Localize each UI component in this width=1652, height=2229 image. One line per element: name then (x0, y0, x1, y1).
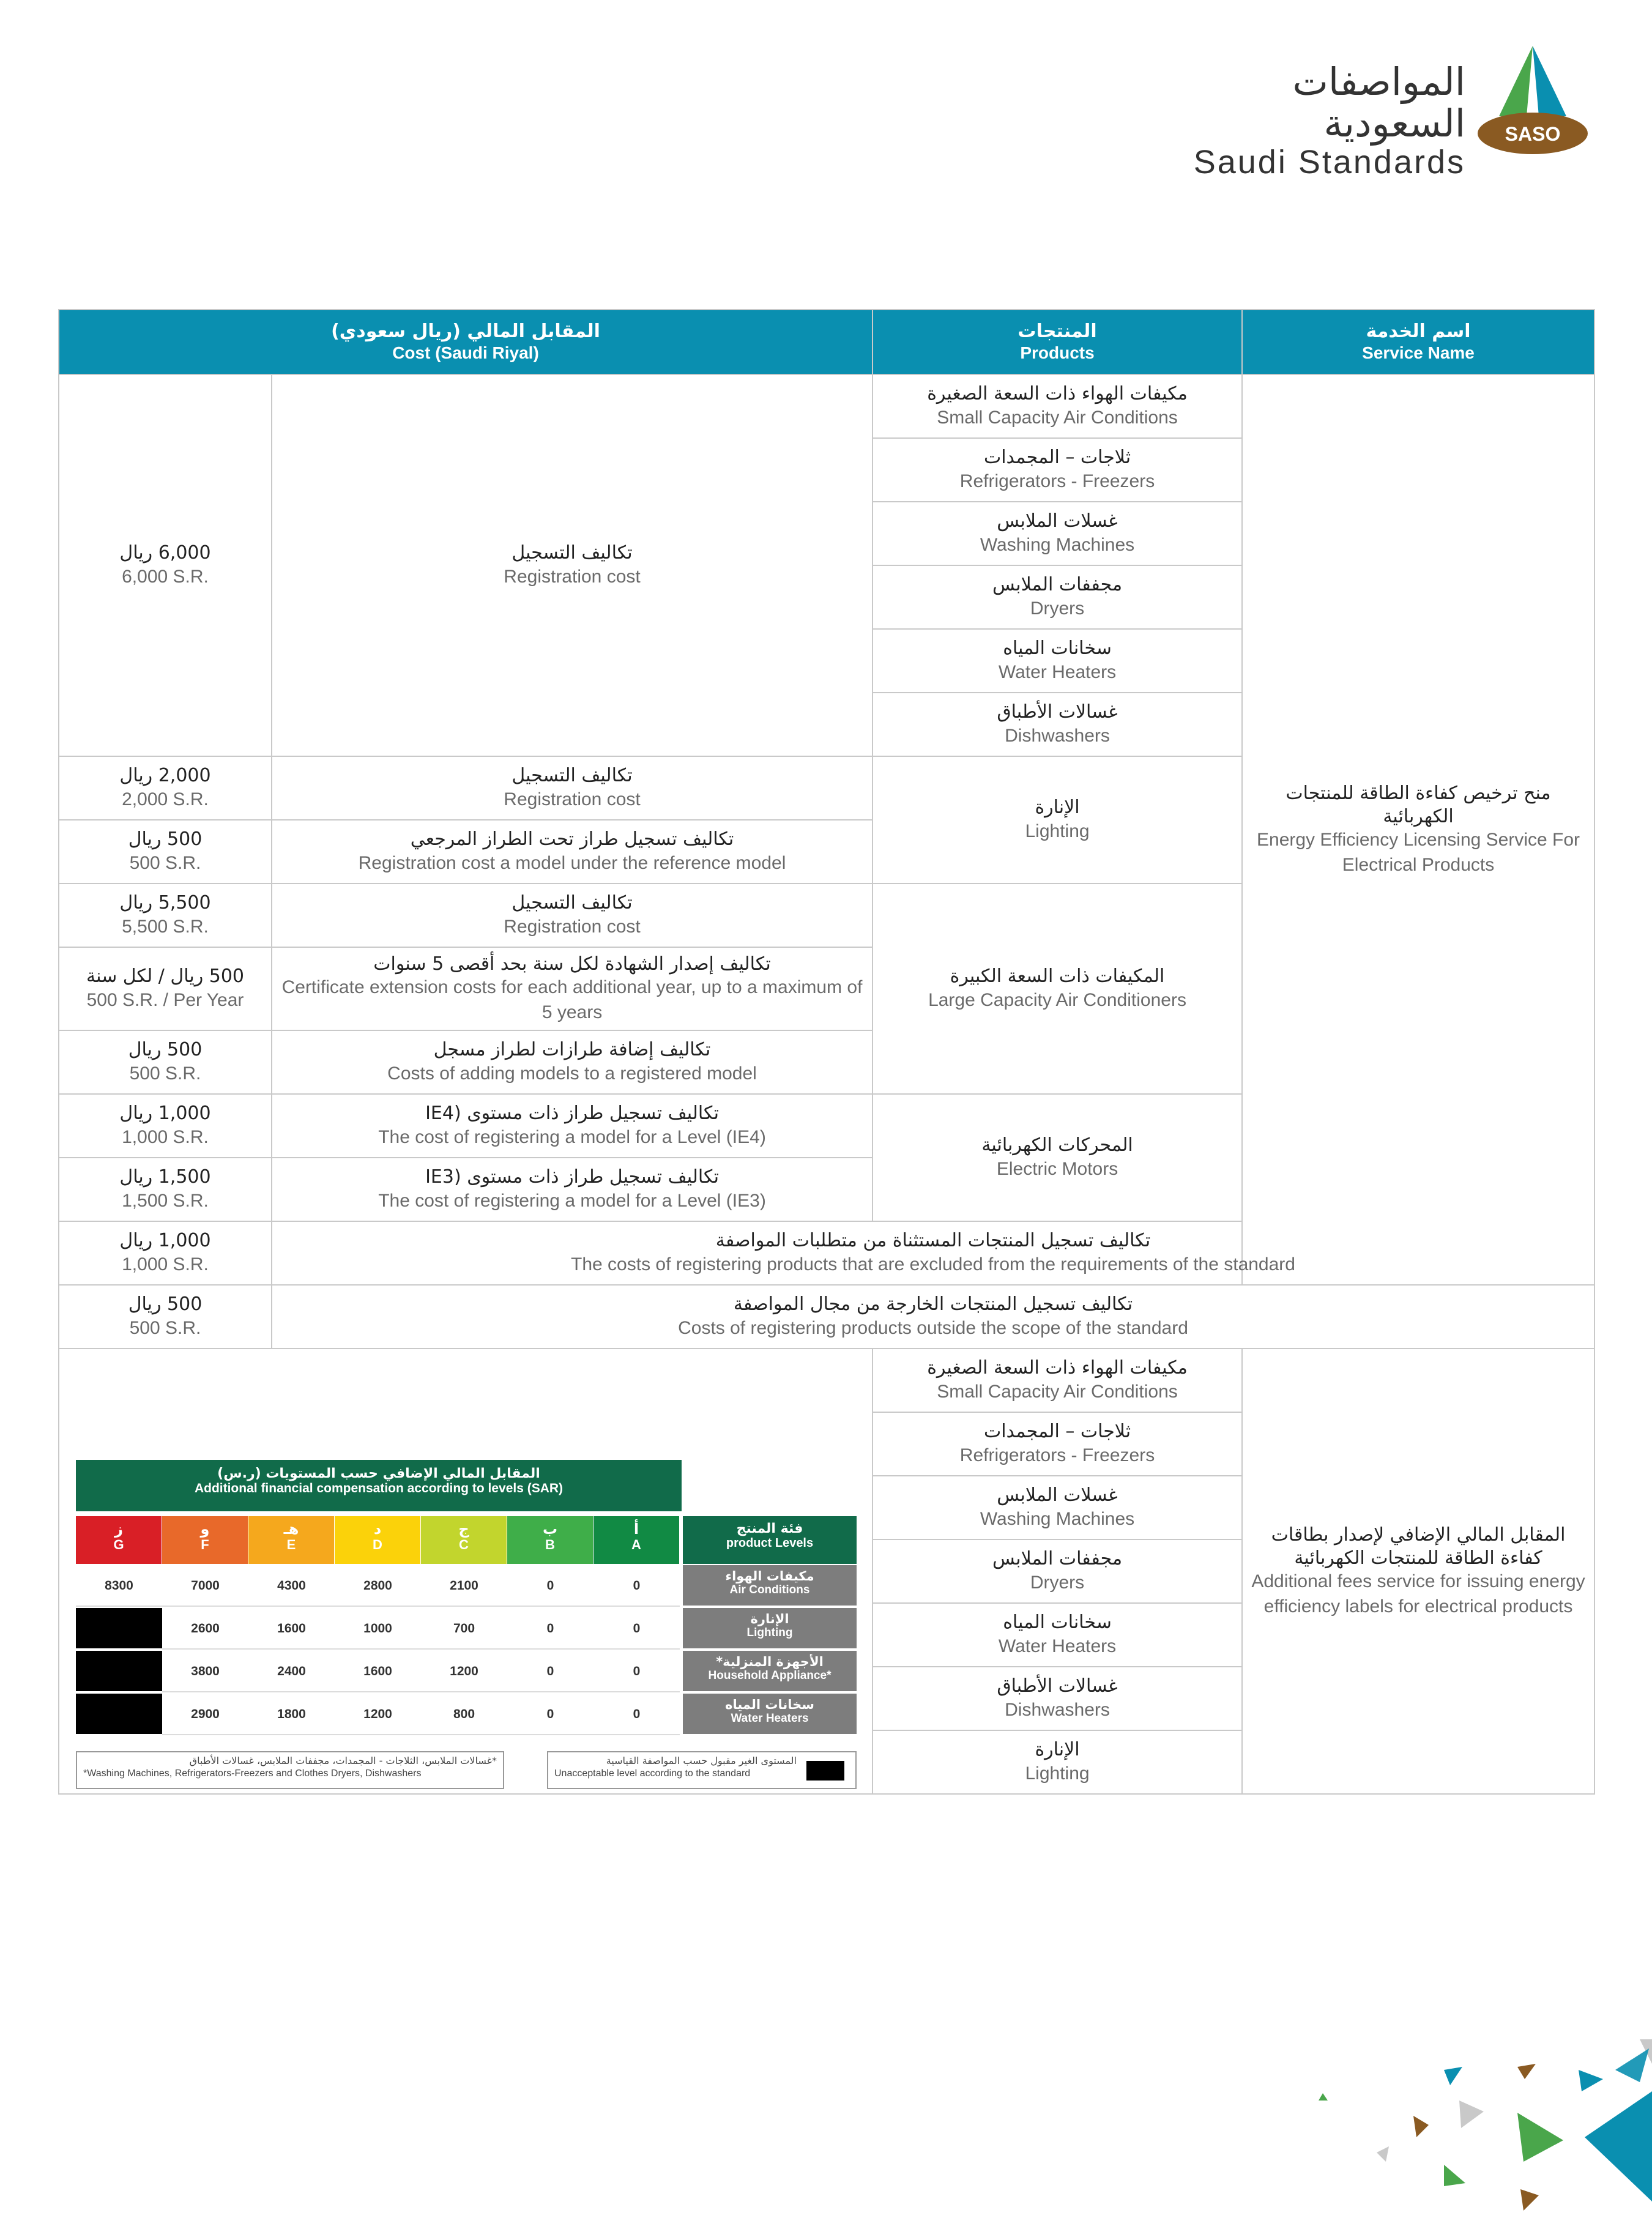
service-en: Energy Efficiency Licensing Service For Electrical Products (1257, 830, 1580, 875)
header-service-en: Service Name (1362, 343, 1475, 363)
table-row (59, 1285, 1594, 1349)
product-cell (873, 502, 1242, 565)
fee-desc-ar: تكاليف تسجيل المنتجات الخارجة من مجال المواصفة (733, 1293, 1133, 1315)
product-ar: مجففات الملابس (992, 1548, 1123, 1569)
row-label-air-conditions (683, 1565, 857, 1606)
cost-ar: 1,000 ريال (119, 1103, 211, 1124)
cost-en: 500 S.R. / Per Year (86, 989, 244, 1010)
value-cell: 0 (593, 1608, 680, 1650)
product-ar: غسلات الملابس (997, 1484, 1118, 1506)
product-en: Electric Motors (996, 1158, 1118, 1179)
row-label-water-heaters (683, 1694, 857, 1734)
product-cell (873, 1476, 1242, 1539)
product-ar: ثلاجات – المجمدات (983, 447, 1131, 468)
legend-ar: المستوى الغير مقبول حسب المواصفة القياسية (606, 1755, 797, 1766)
product-cell (873, 884, 1242, 1094)
header-cost-ar: المقابل المالي (ريال سعودي) (331, 321, 600, 343)
row-label-en: Air Conditions (729, 1583, 810, 1597)
row-label-ar: سخانات المياه (725, 1697, 814, 1712)
product-cell (873, 1730, 1242, 1794)
product-ar: مكيفات الهواء ذات السعة الصغيرة (927, 1357, 1188, 1379)
level-header-row (76, 1516, 680, 1564)
fee-desc-en: Costs of adding models to a registered model (387, 1063, 757, 1084)
compensation-row (76, 1694, 680, 1735)
cost-cell (59, 756, 272, 820)
value-cell: 2100 (421, 1565, 507, 1607)
product-cell (873, 693, 1242, 756)
unacceptable-cell (76, 1694, 162, 1735)
product-cell (873, 1667, 1242, 1730)
unacceptable-legend (547, 1751, 857, 1789)
value-cell: 800 (421, 1694, 507, 1735)
fee-desc-ar: تكاليف تسجيل طراز تحت الطراز المرجعي (410, 828, 734, 850)
product-en: Washing Machines (980, 534, 1135, 555)
value-cell: 0 (593, 1694, 680, 1735)
fee-desc-ar: تكاليف التسجيل (512, 765, 633, 786)
row-label-ar: الإنارة (750, 1612, 789, 1626)
product-en: Small Capacity Air Conditions (937, 407, 1178, 428)
service-ar: منح ترخيص كفاءة الطاقة للمنتجات الكهربائية (1286, 783, 1551, 827)
cost-ar: 2,000 ريال (119, 765, 211, 786)
compensation-row (76, 1651, 680, 1692)
compensation-row (76, 1608, 680, 1650)
product-levels-header (683, 1516, 857, 1564)
fee-description-cell (272, 1221, 1594, 1285)
product-ar: غسلات الملابس (997, 510, 1118, 532)
cost-en: 5,500 S.R. (122, 916, 209, 937)
product-cell (873, 565, 1242, 629)
header-products-ar: المنتجات (1018, 321, 1097, 343)
cost-en: 500 S.R. (129, 1063, 201, 1084)
product-en: Lighting (1025, 1763, 1090, 1784)
category-header-en: product Levels (726, 1536, 814, 1550)
level-c: ج C (421, 1516, 507, 1564)
fee-desc-en: Costs of registering products outside the scope of the standard (678, 1317, 1188, 1338)
product-ar: المكيفات ذات السعة الكبيرة (950, 966, 1165, 987)
table-row (59, 1221, 1594, 1285)
level-g: ز G (76, 1516, 162, 1564)
product-en: Refrigerators - Freezers (959, 471, 1155, 491)
value-cell: 0 (507, 1694, 593, 1735)
cost-cell (59, 1158, 272, 1221)
value-cell: 1200 (335, 1694, 421, 1735)
compensation-title-en: Additional financial compensation according to levels (SAR) (194, 1481, 564, 1495)
cost-cell (59, 884, 272, 947)
product-cell (873, 1539, 1242, 1603)
cost-en: 500 S.R. (129, 1317, 201, 1338)
product-en: Dryers (1030, 598, 1085, 619)
value-cell: 7000 (162, 1565, 248, 1607)
level-a: أ A (593, 1516, 680, 1564)
header-service-ar: اسم الخدمة (1366, 321, 1471, 343)
value-cell: 0 (593, 1651, 680, 1692)
product-en: Refrigerators - Freezers (959, 1445, 1155, 1465)
value-cell: 700 (421, 1608, 507, 1650)
fee-desc-ar: تكاليف تسجيل طراز ذات مستوى (IE3 (425, 1166, 719, 1188)
product-cell (873, 629, 1242, 693)
cost-ar: 500 ريال / لكل سنة (86, 966, 244, 987)
value-cell: 3800 (162, 1651, 248, 1692)
product-en: Large Capacity Air Conditioners (928, 989, 1186, 1010)
value-cell: 1000 (335, 1608, 421, 1650)
header-products-en: Products (1020, 343, 1095, 363)
value-cell: 2900 (162, 1694, 248, 1735)
product-ar: غسالات الأطباق (997, 1675, 1118, 1697)
cost-ar: 500 ريال (128, 828, 203, 850)
product-cell (873, 374, 1242, 438)
service-ar: المقابل المالي الإضافي لإصدار بطاقات كفاءة الطاقة للمنتجات الكهربائية (1271, 1524, 1566, 1569)
row-label-en: Household Appliance* (708, 1669, 832, 1683)
product-en: Dishwashers (1005, 725, 1110, 746)
fee-desc-en: The cost of registering a model for a Level (IE4) (378, 1126, 766, 1147)
fee-desc-ar: تكاليف إصدار الشهادة لكل سنة بحد أقصى 5 سنوات (373, 953, 771, 975)
product-cell (873, 1094, 1242, 1221)
product-ar: الإنارة (1035, 797, 1080, 818)
fee-desc-en: The costs of registering products that are excluded from the requirements of the standard (571, 1254, 1295, 1275)
saso-emblem-icon (1472, 43, 1594, 159)
fee-description-cell (272, 1030, 873, 1094)
legend-black-swatch (806, 1761, 844, 1781)
cost-cell (59, 1094, 272, 1158)
level-b: ب B (507, 1516, 593, 1564)
value-cell: 4300 (248, 1565, 335, 1607)
value-cell: 8300 (76, 1565, 162, 1607)
cost-en: 1,000 S.R. (122, 1126, 209, 1147)
fee-desc-en: Registration cost a model under the reference model (358, 852, 786, 873)
fee-description-cell (272, 756, 873, 820)
value-cell: 1800 (248, 1694, 335, 1735)
fee-desc-en: Certificate extension costs for each additional year, up to a maximum of 5 years (281, 977, 863, 1022)
table-header-row (59, 310, 1594, 374)
row-label-ar: الأجهزة المنزلية* (716, 1654, 824, 1669)
cost-cell (59, 1221, 272, 1285)
footnote-ar: *غسالات الملابس، الثلاجات - المجمدات، مجففات الملابس، غسالات الأطباق (189, 1755, 497, 1766)
cost-en: 2,000 S.R. (122, 789, 209, 809)
footnote-en: *Washing Machines, Refrigerators-Freezers and Clothes Dryers, Dishwashers (83, 1768, 422, 1779)
fee-description-cell (272, 1285, 1594, 1349)
cost-ar: 6,000 ريال (119, 542, 211, 564)
cost-cell (59, 1030, 272, 1094)
cost-ar: 500 ريال (128, 1039, 203, 1060)
row-label-en: Water Heaters (731, 1712, 809, 1725)
product-ar: ثلاجات – المجمدات (983, 1421, 1131, 1442)
product-cell (873, 1603, 1242, 1667)
compensation-table (76, 1460, 857, 1790)
value-cell: 2600 (162, 1608, 248, 1650)
service-cell (1242, 1349, 1594, 1794)
header-service (1242, 310, 1594, 374)
product-en: Water Heaters (998, 1635, 1117, 1656)
cost-cell (59, 947, 272, 1030)
product-cell (873, 756, 1242, 884)
product-ar: الإنارة (1035, 1739, 1080, 1760)
fee-desc-ar: تكاليف إضافة طرازات لطراز مسجل (433, 1039, 711, 1060)
fee-desc-ar: تكاليف التسجيل (512, 542, 633, 564)
fee-desc-en: Registration cost (504, 789, 641, 809)
unacceptable-cell (76, 1651, 162, 1692)
fee-desc-en: Registration cost (504, 566, 641, 587)
product-ar: سخانات المياه (1003, 1612, 1112, 1633)
fee-description-cell (272, 884, 873, 947)
level-d: د D (335, 1516, 421, 1564)
value-cell: 0 (507, 1608, 593, 1650)
cost-cell (59, 374, 272, 756)
fee-description-cell (272, 947, 873, 1030)
table-row (59, 374, 1594, 438)
product-cell (873, 1349, 1242, 1412)
compensation-title-ar: المقابل المالي الإضافي حسب المستويات (ر.س) (217, 1466, 540, 1481)
fee-desc-ar: تكاليف تسجيل المنتجات المستثناة من متطلبات المواصفة (715, 1230, 1151, 1251)
service-cell (1242, 374, 1594, 1285)
cost-en: 6,000 S.R. (122, 566, 209, 587)
cost-ar: 1,500 ريال (119, 1166, 211, 1188)
cost-ar: 1,000 ريال (119, 1230, 211, 1251)
decorative-triangles-icon (1260, 2033, 1652, 2229)
product-en: Dishwashers (1005, 1699, 1110, 1720)
row-label-household (683, 1651, 857, 1691)
value-cell: 2800 (335, 1565, 421, 1607)
value-cell: 0 (593, 1565, 680, 1607)
fee-description-cell (272, 820, 873, 884)
fee-description-cell (272, 1158, 873, 1221)
value-cell: 1200 (421, 1651, 507, 1692)
logo-arabic: المواصفات السعودية (1292, 59, 1465, 146)
fee-desc-ar: تكاليف التسجيل (512, 892, 633, 914)
logo-badge: SASO (1505, 123, 1561, 145)
logo-english: Saudi Standards (1193, 144, 1465, 181)
product-ar: مجففات الملابس (992, 574, 1123, 595)
fee-description-cell (272, 1094, 873, 1158)
row-label-ar: مكيفات الهواء (725, 1569, 814, 1583)
service-en: Additional fees service for issuing energy efficiency labels for electrical products (1251, 1571, 1585, 1617)
logo-text (1166, 61, 1465, 181)
level-e: هـ E (248, 1516, 335, 1564)
row-label-en: Lighting (746, 1626, 793, 1640)
cost-en: 1,000 S.R. (122, 1254, 209, 1275)
product-cell (873, 438, 1242, 502)
fee-desc-en: Registration cost (504, 916, 641, 937)
value-cell: 1600 (335, 1651, 421, 1692)
value-cell: 1600 (248, 1608, 335, 1650)
product-en: Dryers (1030, 1572, 1085, 1593)
compensation-title (76, 1460, 682, 1511)
product-cell (873, 1412, 1242, 1476)
cost-en: 1,500 S.R. (122, 1190, 209, 1211)
cost-cell (59, 1285, 272, 1349)
unacceptable-cell (76, 1608, 162, 1650)
legend-en: Unacceptable level according to the standard (554, 1768, 751, 1779)
product-en: Small Capacity Air Conditions (937, 1381, 1178, 1402)
table-row (59, 1349, 1594, 1412)
header-cost (59, 310, 873, 374)
product-ar: مكيفات الهواء ذات السعة الصغيرة (927, 383, 1188, 404)
fee-description-cell (272, 374, 873, 756)
product-en: Water Heaters (998, 661, 1117, 682)
fee-desc-ar: تكاليف تسجيل طراز ذات مستوى (IE4 (425, 1103, 719, 1124)
value-cell: 2400 (248, 1651, 335, 1692)
header-products (873, 310, 1242, 374)
value-cell: 0 (507, 1651, 593, 1692)
category-header-ar: فئة المنتج (736, 1521, 803, 1536)
product-en: Washing Machines (980, 1508, 1135, 1529)
product-ar: سخانات المياه (1003, 638, 1112, 659)
product-ar: المحركات الكهربائية (981, 1134, 1133, 1156)
value-cell: 0 (507, 1565, 593, 1607)
compensation-row (76, 1565, 680, 1607)
level-f: و F (162, 1516, 248, 1564)
header-cost-en: Cost (Saudi Riyal) (392, 343, 539, 363)
household-footnote (76, 1751, 504, 1789)
cost-cell (59, 820, 272, 884)
cost-en: 500 S.R. (129, 852, 201, 873)
product-ar: غسالات الأطباق (997, 701, 1118, 723)
cost-ar: 500 ريال (128, 1293, 203, 1315)
cost-ar: 5,500 ريال (119, 892, 211, 914)
product-en: Lighting (1025, 821, 1090, 841)
saso-logo (1166, 43, 1594, 181)
row-label-lighting (683, 1608, 857, 1648)
fee-desc-en: The cost of registering a model for a Level (IE3) (378, 1190, 766, 1211)
